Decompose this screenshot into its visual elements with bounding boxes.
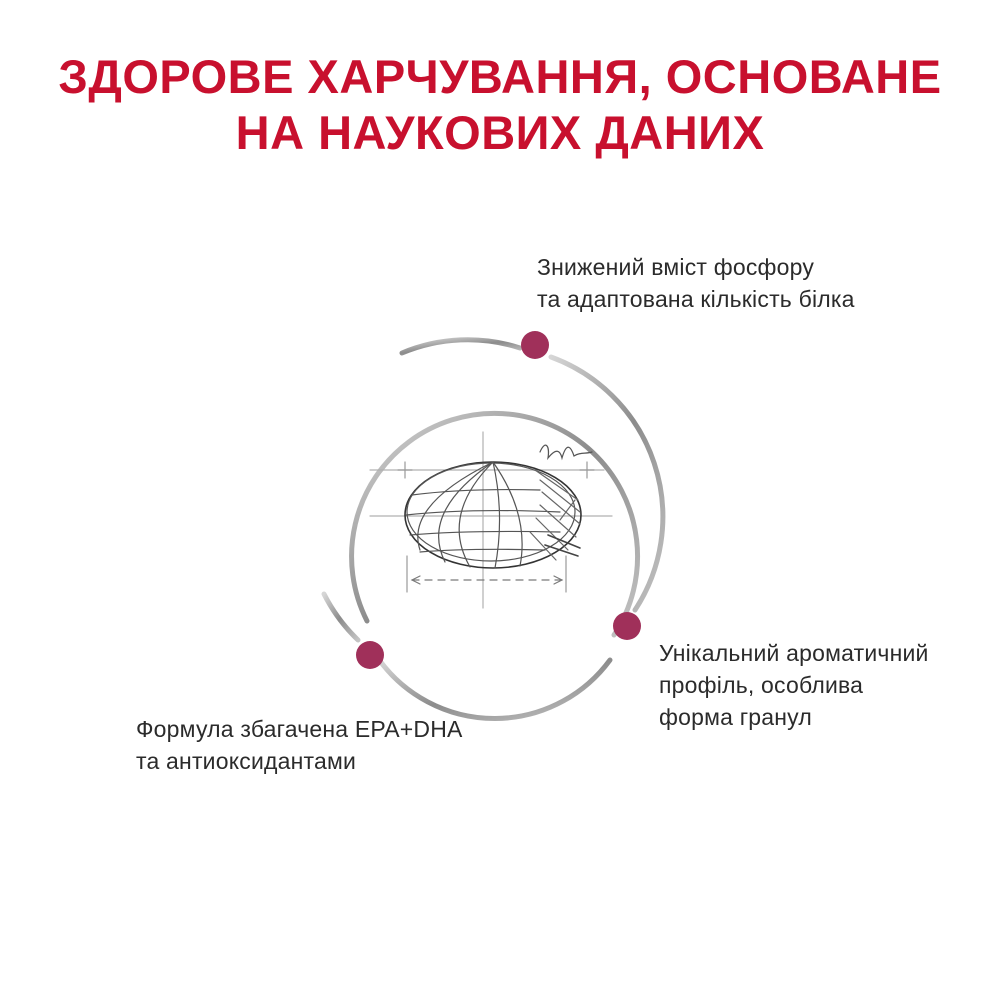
benefit-text-line: профіль, особлива: [659, 672, 864, 698]
benefit-text-line: Знижений вміст фосфору: [537, 254, 815, 280]
kibble-sketch-icon: [370, 432, 612, 608]
benefit-text-line: Формула збагачена EPA+DHA: [136, 716, 463, 742]
inner-arc-bottom: [380, 660, 610, 719]
inner-ring: [352, 413, 638, 718]
benefit-epa-dha-antioxidants: [136, 713, 463, 777]
outer-arc-top: [402, 340, 520, 353]
dot-marker-icon: [356, 641, 384, 669]
benefit-text-line: форма гранул: [659, 704, 812, 730]
benefit-aroma-kibble-shape: [659, 637, 929, 733]
benefit-text-line: та антиоксидантами: [136, 748, 357, 774]
outer-arc-bottom-left: [324, 594, 358, 640]
inner-arc-main: [352, 413, 638, 635]
headline-line-1: ЗДОРОВЕ ХАРЧУВАННЯ, ОСНОВАНЕ: [58, 50, 942, 104]
dot-marker-icon: [613, 612, 641, 640]
dot-marker-icon: [521, 331, 549, 359]
outer-arc-right: [551, 357, 663, 610]
benefit-text-line: Унікальний ароматичний: [659, 640, 929, 666]
benefit-phosphorus-protein: [537, 251, 855, 315]
headline-line-2: НА НАУКОВИХ ДАНИХ: [235, 106, 765, 160]
benefit-text-line: та адаптована кількість білка: [537, 286, 855, 312]
